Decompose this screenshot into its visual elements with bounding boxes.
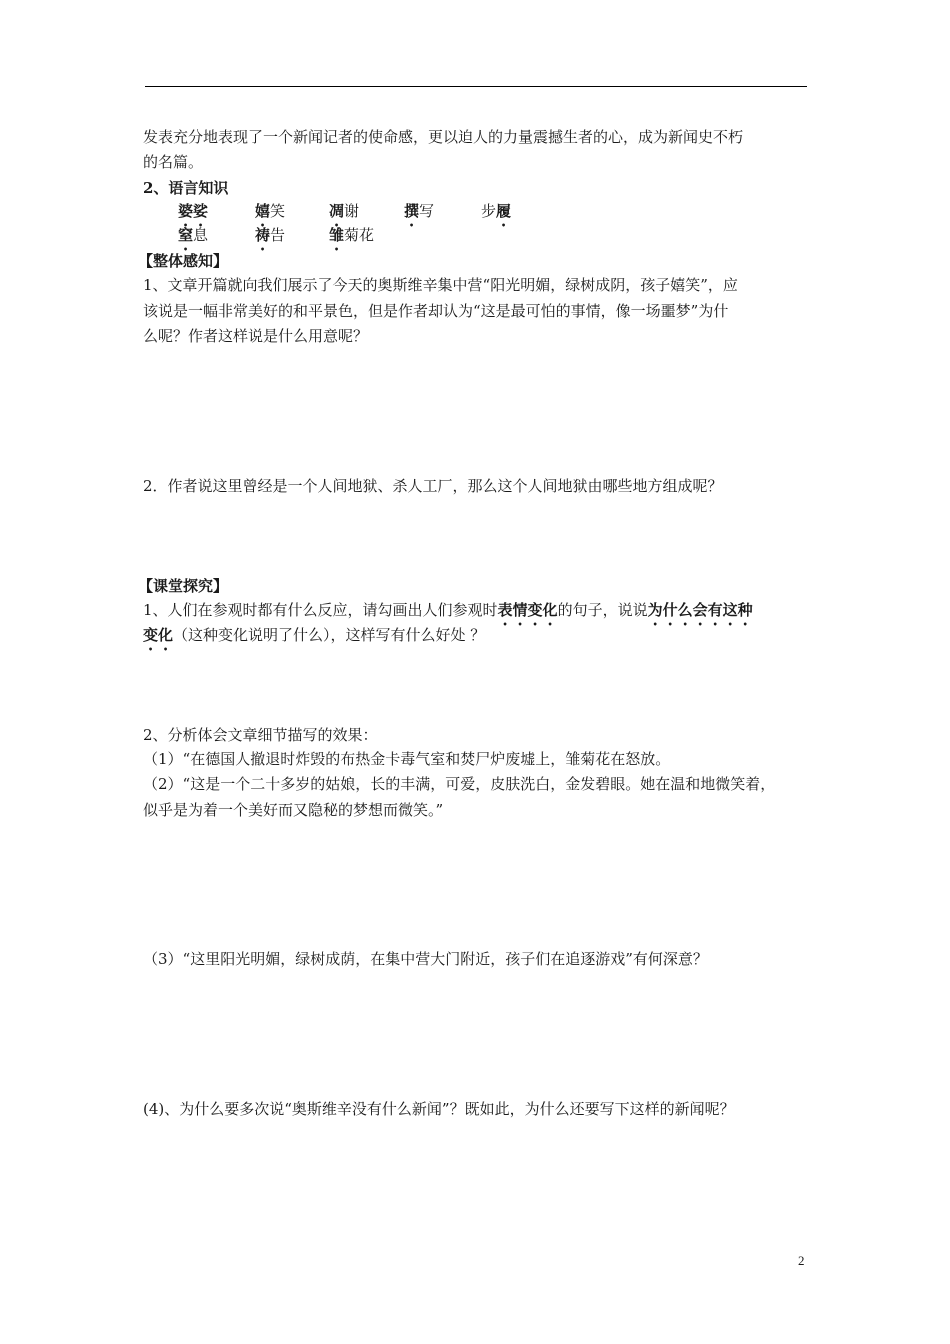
vocab-item <box>178 225 208 254</box>
explore-q1-text: （这种变化说明了什么），这样写有什么好处 ？ <box>173 626 486 644</box>
vocab-dotted: 履 <box>496 202 512 220</box>
vocab-dotted: 祷 <box>255 226 271 244</box>
overall-q2: 2．作者说这里曾经是一个人间地狱、杀人工厂，那么这个人间地狱由哪些地方组成呢？ <box>143 477 723 495</box>
vocab-plain: 息 <box>193 226 209 244</box>
explore-q2-4: (4)、为什么要多次说“奥斯维辛没有什么新闻”？既如此，为什么还要写下这样的新闻呢？ <box>143 1100 735 1118</box>
vocab-item <box>329 225 374 254</box>
vocab-plain: 告 <box>270 226 286 244</box>
explore-q1-text: 的句子，说说 <box>557 601 648 619</box>
page-number: 2 <box>798 1253 805 1268</box>
vocab-dotted: 嬉 <box>255 202 271 220</box>
vocab-item <box>481 201 511 230</box>
overall-q1-line-3: 么呢？作者这样说是什么用意呢？ <box>143 327 369 345</box>
overall-q1-line-2: 该说是一幅非常美好的和平景色，但是作者却认为“这是最可怕的事情，像一场噩梦”为什 <box>143 302 729 320</box>
explore-q2-title: 2、分析体会文章细节描写的效果： <box>143 726 378 744</box>
vocab-plain: 写 <box>419 202 435 220</box>
explore-q1-emphasis: 为什么会有这种 <box>647 601 753 619</box>
explore-q1-line-2 <box>143 625 485 654</box>
explore-q2-2-line-1: （2）“这是一个二十多岁的姑娘，长的丰满，可爱，皮肤洗白，金发碧眼。她在温和地微笑着， <box>143 775 776 793</box>
vocab-plain: 谢 <box>344 202 360 220</box>
vocab-dotted: 凋 <box>329 202 345 220</box>
vocab-item <box>255 225 285 254</box>
intro-line-1: 发表充分地表现了一个新闻记者的使命感，更以迫人的力量震撼生者的心，成为新闻史不朽 <box>143 128 744 146</box>
vocab-dotted: 窒 <box>178 226 194 244</box>
vocab-item <box>404 201 434 230</box>
vocab-plain: 菊花 <box>344 226 375 244</box>
vocab-plain: 笑 <box>270 202 286 220</box>
intro-line-2: 的名篇。 <box>143 153 204 171</box>
explore-q1-emphasis: 表情变化 <box>497 601 558 619</box>
explore-q1-text: 1、人们在参观时都有什么反应，请勾画出人们参观时 <box>143 601 498 619</box>
header-rule <box>145 86 807 87</box>
overall-heading: 【整体感知】 <box>138 252 229 270</box>
language-knowledge-heading: 2、语言知识 <box>143 179 229 197</box>
explore-q1-emphasis: 变化 <box>143 626 174 644</box>
vocab-plain: 步 <box>481 202 497 220</box>
vocab-dotted: 撰 <box>404 202 420 220</box>
explore-q2-2-line-2: 似乎是为着一个美好而又隐秘的梦想而微笑。” <box>143 801 444 819</box>
overall-q1-line-1: 1、文章开篇就向我们展示了今天的奥斯维辛集中营“阳光明媚，绿树成阴，孩子嬉笑”，应 <box>143 276 738 294</box>
vocab-dotted: 雏 <box>329 226 345 244</box>
explore-q2-3: （3）“这里阳光明媚，绿树成荫，在集中营大门附近，孩子们在追逐游戏”有何深意？ <box>143 950 708 968</box>
explore-q2-1: （1）“在德国人撤退时炸毁的布热金卡毒气室和焚尸炉废墟上，雏菊花在怒放。 <box>143 750 671 768</box>
explore-heading: 【课堂探究】 <box>138 577 229 595</box>
vocab-dotted: 婆娑 <box>178 202 209 220</box>
